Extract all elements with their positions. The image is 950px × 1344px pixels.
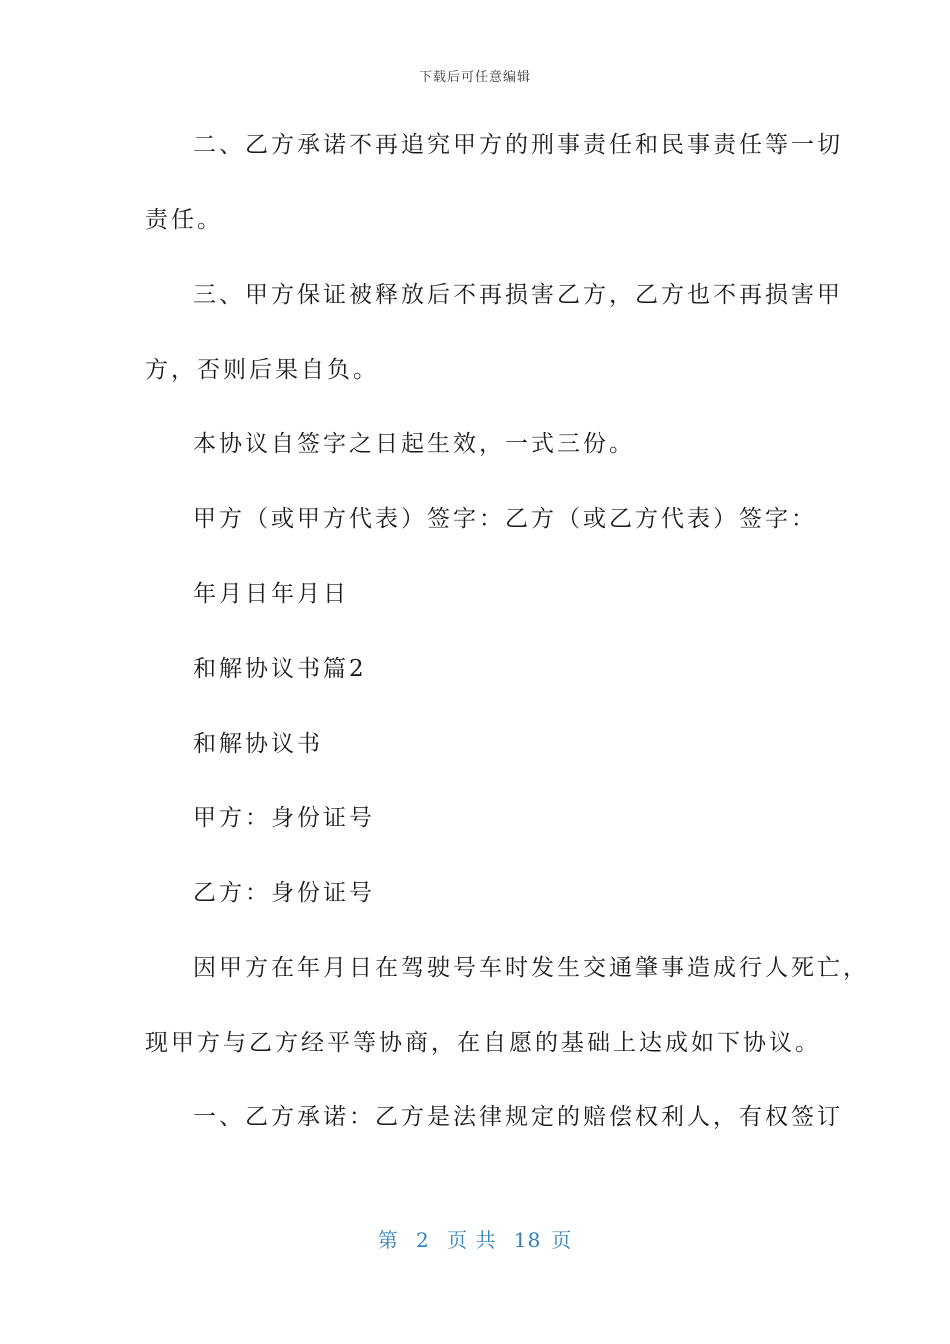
party-a-line: 甲方：身份证号 — [193, 805, 375, 831]
document-title: 和解协议书 — [193, 731, 323, 757]
footer-middle: 页 共 — [447, 1228, 497, 1252]
paragraph-line: 因甲方在年月日在驾驶号车时发生交通肇事造成行人死亡， — [193, 955, 869, 981]
party-b-line: 乙方：身份证号 — [193, 880, 375, 906]
paragraph-line: 一、乙方承诺：乙方是法律规定的赔偿权利人，有权签订 — [193, 1104, 843, 1130]
footer-prefix: 第 — [377, 1228, 399, 1252]
date-line: 年月日年月日 — [193, 581, 349, 607]
signature-line: 甲方（或甲方代表）签字：乙方（或乙方代表）签字： — [193, 506, 817, 532]
paragraph-line: 二、乙方承诺不再追究甲方的刑事责任和民事责任等一切 — [193, 132, 843, 158]
paragraph-line: 现甲方与乙方经平等协商，在自愿的基础上达成如下协议。 — [145, 1030, 821, 1056]
paragraph-line: 方，否则后果自负。 — [145, 357, 379, 383]
paragraph-line: 责任。 — [145, 207, 223, 233]
total-pages-number: 18 — [513, 1228, 542, 1252]
footer-suffix: 页 — [551, 1228, 573, 1252]
page-footer — [0, 1224, 950, 1253]
paragraph-line: 三、甲方保证被释放后不再损害乙方，乙方也不再损害甲 — [193, 282, 843, 308]
header-note: 下载后可任意编辑 — [418, 70, 531, 85]
section-heading: 和解协议书篇2 — [193, 656, 367, 682]
paragraph-line: 本协议自签字之日起生效，一式三份。 — [193, 431, 635, 457]
current-page-number: 2 — [416, 1228, 430, 1252]
